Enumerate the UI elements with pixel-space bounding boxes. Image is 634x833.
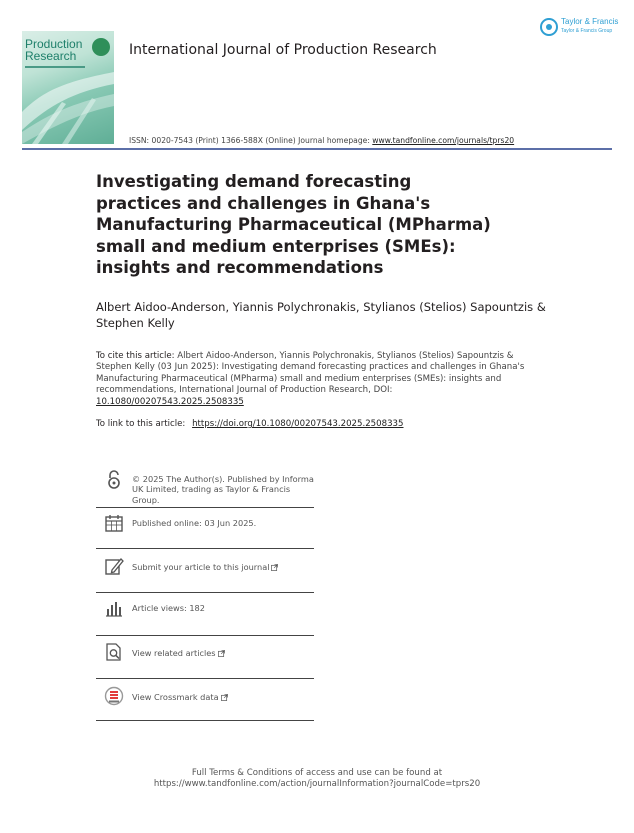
submit-row[interactable]: [96, 556, 314, 594]
footer-terms: [0, 768, 634, 791]
license-text: © 2025 The Author(s). Published by Informa UK Limited, trading as Taylor & Francis Group.: [132, 474, 314, 505]
info-divider: [96, 720, 314, 721]
citation-label: To cite this article:: [96, 351, 178, 361]
citation-doi-link[interactable]: 10.1080/00207543.2025.2508335: [96, 396, 244, 407]
issn-line: [129, 136, 514, 145]
footer-terms-url[interactable]: https://www.tandfonline.com/action/journalInformation?journalCode=tprs20: [153, 779, 481, 790]
info-divider: [96, 635, 314, 636]
article-doi-link[interactable]: https://doi.org/10.1080/00207543.2025.2508335: [192, 419, 404, 429]
edit-pencil-icon: [104, 556, 124, 576]
journal-title: International Journal of Production Research: [129, 42, 437, 58]
bar-chart-icon: [104, 598, 124, 618]
citation-text: Albert Aidoo-Anderson, Yiannis Polychronakis, Stylianos (Stelios) Sapountzis & Stephen Kelly (03 Jun 2025): Investigating demand forecasting practices and challenges in Ghana's Manufacturing Pharmaceutical (MPharma) small and medium enterprises (SMEs): insights and recommendations, International Journal of Production Research, DOI:: [96, 351, 525, 396]
related-articles-link[interactable]: [132, 648, 314, 658]
crossmark-link[interactable]: [132, 692, 314, 702]
footer-terms-text: Full Terms & Conditions of access and use can be found at: [191, 768, 443, 778]
cover-badge-icon: [92, 38, 110, 56]
related-search-icon: [104, 642, 124, 662]
calendar-icon: [104, 513, 124, 533]
related-row[interactable]: [96, 642, 314, 680]
cover-subtitle-bar: [25, 66, 85, 68]
publisher-logo-icon: [540, 18, 558, 36]
cover-artwork: [22, 72, 114, 144]
published-row: [96, 513, 314, 551]
article-authors: Albert Aidoo-Anderson, Yiannis Polychronakis, Stylianos (Stelios) Sapountzis & Stephen Kelly: [96, 300, 546, 330]
cover-title-line2: Research: [25, 49, 77, 63]
license-row: [96, 470, 314, 510]
journal-homepage-link[interactable]: www.tandfonline.com/journals/tprs20: [372, 136, 515, 145]
crossmark-row[interactable]: [96, 686, 314, 722]
external-link-icon: [218, 650, 225, 657]
publisher-name: Taylor & Francis: [561, 17, 619, 26]
open-access-icon: [104, 470, 124, 490]
cover-title-line1: Production: [25, 37, 83, 51]
crossmark-icon: [104, 686, 124, 706]
submit-article-link[interactable]: [132, 562, 314, 572]
cover-top-strip: [22, 22, 114, 31]
info-divider: [96, 592, 314, 593]
submit-article-label: Submit your article to this journal: [132, 562, 270, 572]
related-articles-label: View related articles: [132, 648, 216, 658]
issn-text: ISSN: 0020-7543 (Print) 1366-588X (Online) Journal homepage:: [129, 136, 373, 145]
published-date-text: Published online: 03 Jun 2025.: [132, 518, 257, 528]
citation-block: [96, 351, 536, 408]
crossmark-label: View Crossmark data: [132, 692, 219, 702]
info-divider: [96, 678, 314, 679]
info-divider: [96, 548, 314, 549]
article-link-line: [96, 419, 536, 429]
header-divider: [22, 148, 612, 150]
taylor-francis-logo[interactable]: [540, 17, 620, 39]
external-link-icon: [221, 694, 228, 701]
views-row: [96, 598, 314, 636]
article-views-text: Article views: 182: [132, 603, 205, 613]
link-label: To link to this article:: [96, 419, 189, 429]
publisher-tagline: Taylor & Francis Group: [561, 28, 613, 34]
external-link-icon: [271, 564, 278, 571]
article-title: Investigating demand forecasting practices and challenges in Ghana's Manufacturing Pharmaceutical (MPharma) small and medium enterprises (SMEs): insights and recommendations: [96, 172, 491, 277]
info-divider: [96, 507, 314, 508]
journal-cover-thumbnail[interactable]: [22, 22, 114, 144]
